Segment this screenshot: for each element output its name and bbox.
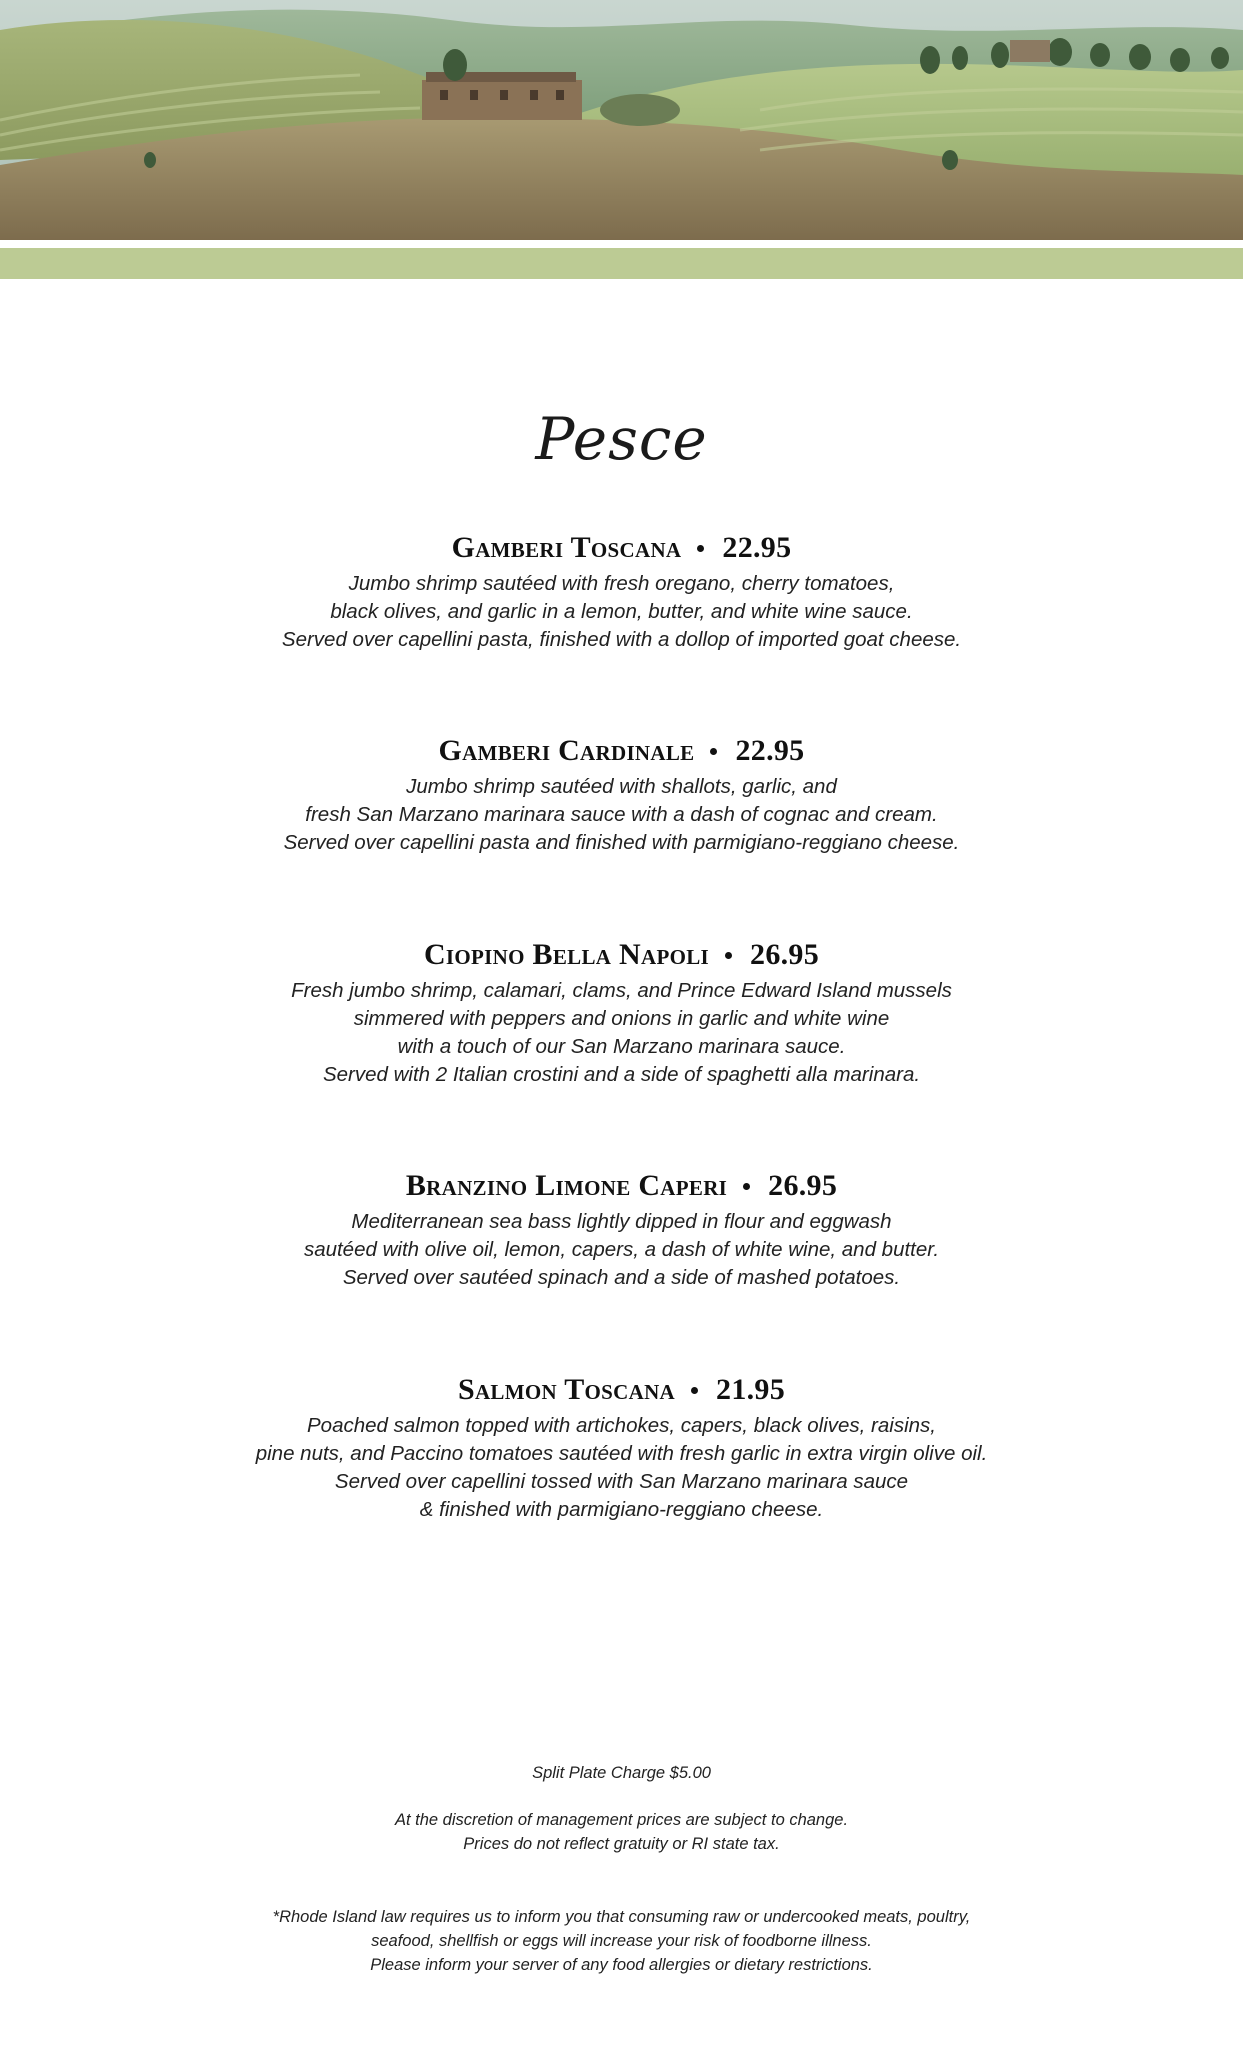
section-title: Pesce [535,405,708,473]
accent-band [0,248,1243,279]
item-name: Branzino Limone Caperi [405,1169,728,1202]
health-notice [0,1905,1243,1977]
item-description [0,570,1243,654]
item-description [0,977,1243,1089]
pricing-note-line: At the discretion of management prices are subject to change. [394,1811,849,1829]
item-name: Gamberi Toscana [451,531,682,564]
description-line: Poached salmon topped with artichokes, capers, black olives, raisins, [307,1414,936,1437]
item-heading [0,733,1243,769]
pricing-note-line: Prices do not reflect gratuity or RI state tax. [463,1835,780,1853]
item-price: 21.95 [716,1373,786,1406]
item-description [0,773,1243,857]
menu-item-gamberi-toscana [0,530,1243,654]
item-name: Gamberi Cardinale [438,734,695,767]
description-line: & finished with parmigiano-reggiano cheese. [419,1498,824,1521]
description-line: Served with 2 Italian crostini and a side of spaghetti alla marinara. [322,1063,921,1086]
pricing-note [0,1808,1243,1856]
item-name: Ciopino Bella Napoli [423,938,710,971]
bullet-separator [710,748,717,755]
item-name: Salmon Toscana [457,1373,676,1406]
description-line: black olives, and garlic in a lemon, butter, and white wine sauce. [330,600,913,623]
item-description [0,1412,1243,1524]
bullet-separator [725,952,732,959]
item-description [0,1208,1243,1292]
health-notice-line: Please inform your server of any food allergies or dietary restrictions. [370,1956,873,1974]
item-price: 22.95 [722,531,792,564]
description-line: Jumbo shrimp sautéed with shallots, garlic, and [406,775,837,798]
menu-item-gamberi-cardinale [0,733,1243,857]
split-plate-charge [0,1761,1243,1785]
bullet-separator [743,1183,750,1190]
description-line: Served over capellini pasta and finished with parmigiano-reggiano cheese. [283,831,960,854]
description-line: Served over capellini pasta, finished with a dollop of imported goat cheese. [281,628,962,651]
health-notice-line: *Rhode Island law requires us to inform you that consuming raw or undercooked meats, poultry, [272,1908,971,1926]
menu-item-branzino-limone-caperi [0,1168,1243,1292]
description-line: Mediterranean sea bass lightly dipped in flour and eggwash [351,1210,892,1233]
item-price: 22.95 [735,734,805,767]
description-line: pine nuts, and Paccino tomatoes sautéed with fresh garlic in extra virgin olive oil. [255,1442,988,1465]
description-line: with a touch of our San Marzano marinara sauce. [397,1035,846,1058]
farmhouse-illustration [422,72,582,120]
item-heading [0,530,1243,566]
menu-item-ciopino-bella-napoli [0,937,1243,1089]
description-line: fresh San Marzano marinara sauce with a dash of cognac and cream. [305,803,938,826]
description-line: Served over sautéed spinach and a side of mashed potatoes. [342,1266,901,1289]
description-line: simmered with peppers and onions in garlic and white wine [353,1007,890,1030]
item-heading [0,1372,1243,1408]
item-heading [0,1168,1243,1204]
split-charge-text: Split Plate Charge $5.00 [532,1764,711,1782]
item-heading [0,937,1243,973]
description-line: Fresh jumbo shrimp, calamari, clams, and Prince Edward Island mussels [291,979,952,1002]
header-divider [0,240,1243,248]
bullet-separator [691,1387,698,1394]
description-line: sautéed with olive oil, lemon, capers, a dash of white wine, and butter. [303,1238,940,1261]
bullet-separator [697,545,704,552]
description-line: Jumbo shrimp sautéed with fresh oregano, cherry tomatoes, [348,572,895,595]
landscape-illustration [0,0,1243,240]
item-price: 26.95 [750,938,820,971]
health-notice-line: seafood, shellfish or eggs will increase your risk of foodborne illness. [371,1932,872,1950]
description-line: Served over capellini tossed with San Marzano marinara sauce [334,1470,909,1493]
tuscan-landscape-image [0,0,1243,240]
item-price: 26.95 [768,1169,838,1202]
menu-item-salmon-toscana [0,1372,1243,1524]
